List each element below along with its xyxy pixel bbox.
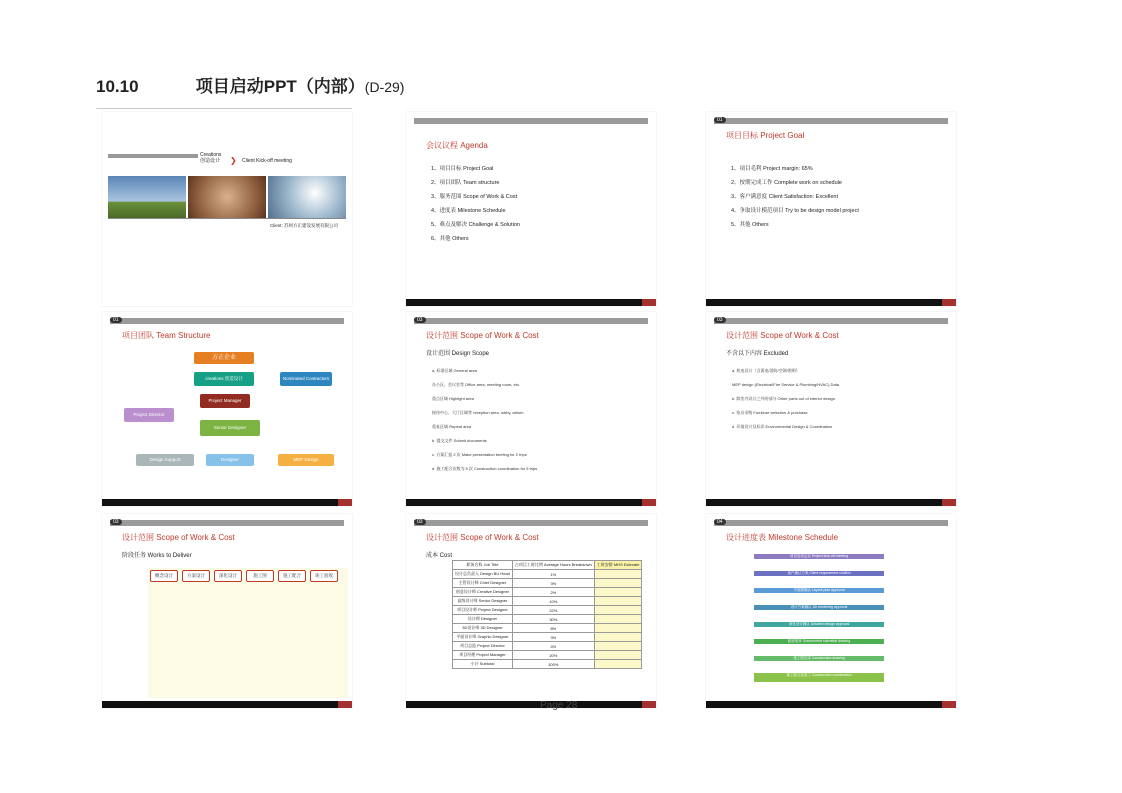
page-number: Page 28 [540,700,578,711]
slide-agenda [406,112,656,306]
footer-accent [338,499,352,506]
cell: 30% [512,615,594,624]
slide-title: 设计范围 Scope of Work & Cost [726,331,839,340]
cell: 平面设计师 Graphic Designer [453,633,513,642]
slide-team-structure [102,312,352,506]
footer-bar [706,701,956,708]
brand-name: Creations [200,152,222,158]
section-tag: 03 [110,519,122,525]
slide-subtitle: 设计范围 Design Scope [426,351,490,357]
milestone-bar: 施工配合及竣工 Construction coordination [754,673,884,682]
section-title: 项目启动PPT（内部） [195,77,365,96]
cell: 3% [512,633,594,642]
table-row [453,579,642,588]
slide-title: 项目目标 Project Goal [726,131,805,140]
top-bar [110,318,344,324]
section-tag: 04 [714,519,726,525]
table-row [453,570,642,579]
milestone-bar: 政府报审 Government submittal drawing [754,639,884,644]
list-item: 重复区域 Repeat area [432,424,472,429]
slide-subtitle: 成本 Cost [426,553,453,559]
list-item: d. 环境设计及标识 Environmental Design & Coordination [732,424,833,429]
stage-box: 深化设计 [214,570,242,582]
heading-divider [96,108,352,109]
cell: 3D设计师 3D Designer [453,624,513,633]
slide-title: 项目团队 Team Structure [122,331,211,340]
cover-event: Client Kick-off meeting [242,158,292,164]
list-item: 5、难点及解决 Challenge & Solution [431,222,520,228]
list-item: 4、争取设计模范项目 Try to be design model project [731,208,859,214]
section-tag: 01 [110,317,122,323]
list-item: b. 除室内设计之外的部分 Other parts out of interior design [732,396,835,401]
cover-brand [200,152,221,164]
list-item: 办公区、会议室等 Office area, meeting room, etc. [432,382,520,387]
stage-box: 施工图 [246,570,274,582]
slide-cost [406,514,656,708]
section-tag: 01 [714,117,726,123]
slide-design-scope [406,312,656,506]
sky-field-image [108,176,186,218]
hands-image [188,176,266,218]
list-item: 5、其他 Others [731,222,769,228]
milestone-bar: 客户确认方案 Client requirement confirm [754,571,884,576]
section-code: (D-29) [364,79,405,95]
designer-box: Designer [206,454,254,466]
cell: 1% [512,570,594,579]
footer-accent [642,299,656,306]
cell: 项目设计师 Project Designer [453,606,513,615]
list-item: 4、进度表 Milestone Schedule [431,208,506,214]
list-item: b. 提交文件 Submit documents [432,438,487,443]
cell [594,579,642,588]
footer-accent [642,701,656,708]
stage-box: 施工配合 [278,570,306,582]
slide-title: 设计范围 Scope of Work & Cost [426,533,539,542]
milestone-bar: 项目启动会议 Project kick-off meeting [754,554,884,559]
slide-title: 设计范围 Scope of Work & Cost [122,533,235,542]
lightbulb-image [268,176,346,218]
top-bar [414,318,648,324]
cell: 设计师 Designer [453,615,513,624]
cell [594,633,642,642]
top-bar [714,118,948,124]
section-tag: 03 [414,317,426,323]
stage-box: 概念设计 [150,570,178,582]
list-item: 3、服务范围 Scope of Work & Cost [431,194,518,200]
cell [594,615,642,624]
list-item: 1、项目目标 Project Goal [431,166,494,172]
slide-project-goal [706,112,956,306]
table-row [453,606,642,615]
table-row [453,651,642,660]
milestone-bar: 施工图完成 Construction drawing [754,656,884,661]
cell: 高级设计师 Senior Designer [453,597,513,606]
table-row [453,597,642,606]
cover-bar [108,154,198,158]
cell: 创意设计师 Creative Designer [453,588,513,597]
cell: 项目总监 Project Director [453,642,513,651]
pd-box: Project Director [124,408,174,422]
cell: 10% [512,597,594,606]
top-bar [110,520,344,526]
footer-bar [102,701,352,708]
table-row [453,588,642,597]
table-row [453,615,642,624]
cell [594,606,642,615]
stage-box: 方案设计 [182,570,210,582]
slide-title: 会议议程 Agenda [426,141,488,150]
list-item: 1、项目毛利 Project margin: 65% [731,166,813,172]
footer-bar [706,499,956,506]
top-bar [414,520,648,526]
cell [594,597,642,606]
footer-accent [942,701,956,708]
cell: 设计总负责人 Design BU Head [453,570,513,579]
cell: 100% [512,660,594,669]
list-item: MEP design (Electrical/Fire Service & Plumbing/HVAC) Data [732,382,839,387]
deliver-panel [148,568,348,698]
table-row [453,624,642,633]
top-bar [714,318,948,324]
cell: 3% [512,579,594,588]
goal-list [731,162,859,232]
list-item: 接待中心、大厅区域等 reception area, lobby, atrium [432,410,524,415]
table-row [453,660,642,669]
cell: 20% [512,651,594,660]
list-item: 3、客户满意度 Client Satisfaction: Excellent [731,194,838,200]
table-row [453,633,642,642]
list-item: c. 方案汇报 2 次 Make presentation briefing for 2 trips [432,452,527,457]
footer-bar [406,299,656,306]
section-tag: 03 [714,317,726,323]
cell: 主管设计师 Chief Designer [453,579,513,588]
footer-bar [406,499,656,506]
slide-works-to-deliver [102,514,352,708]
cell: 项目经理 Project Manager [453,651,513,660]
list-item: 2、按期完成工作 Complete work on schedule [731,180,842,186]
cell: 4% [512,642,594,651]
top-bar [714,520,948,526]
footer-bar [706,299,956,306]
slide-milestone [706,514,956,708]
cell [594,570,642,579]
chevron-icon: ❯ [230,156,237,165]
list-item: 2、项目团队 Team structure [431,180,500,186]
cell: 8% [512,624,594,633]
cell: 22% [512,606,594,615]
cell [594,588,642,597]
col-header: 职务名称 Job Title [453,561,513,570]
cell [594,651,642,660]
cell [594,624,642,633]
list-item: 6、其他 Others [431,236,469,242]
milestone-bar: 设计方案确认 3D rendering approval [754,605,884,610]
list-item: a. 标准区域 General area [432,368,477,373]
scope-lines [432,364,537,476]
col-header: 工时安排 MHS Estimate [594,561,642,570]
slide-title: 设计范围 Scope of Work & Cost [426,331,539,340]
section-tag: 03 [414,519,426,525]
cell [594,660,642,669]
footer-accent [942,499,956,506]
milestone-bar: 平面图确认 Layout plan approval [754,588,884,593]
list-item: a. 机电设计（含弱电/消防/空调/照明） [732,368,800,373]
list-item: 重点区域 Highlight area [432,396,474,401]
cell [594,642,642,651]
milestone-bar: 深化设计确认 Detailed design approval [754,622,884,627]
footer-bar [102,499,352,506]
excluded-lines [732,364,839,434]
sd-box: Senior Designer [200,420,260,436]
cover-client: Client: 苏州方正建设发展有限公司 [270,223,339,228]
cost-table [452,560,642,669]
slide-subtitle: 不含以下内容 Excluded [726,351,789,357]
footer-accent [642,499,656,506]
slide-cover [102,112,352,306]
cover-rule [108,218,346,219]
section-number: 10.10 [96,77,139,96]
cell: 2% [512,588,594,597]
table-header [453,561,642,570]
footer-bar [406,701,656,708]
top-bar [414,118,648,124]
footer-accent [942,299,956,306]
design-support-box: Design Support [136,454,194,466]
brand-sub: 创造设计 [200,158,221,164]
mep-box: MEP Design [278,454,334,466]
contractor-box: Nominated Contractors [280,372,332,386]
pm-box: Project Manager [200,394,250,408]
col-header: 占项目工时比例 Average Hours Breakdown [512,561,594,570]
cell: 小计 Subtotal [453,660,513,669]
client-box: 方正企业 [194,352,254,364]
creations-box: creations 创造设计 [194,372,254,386]
stage-box: 竣工验收 [310,570,338,582]
list-item: c. 家具采购 Furniture selection & purchase [732,410,808,415]
agenda-list [431,162,520,246]
table-row [453,642,642,651]
section-heading [96,72,404,97]
slide-subtitle: 阶段任务 Works to Deliver [122,553,192,559]
footer-accent [338,701,352,708]
slide-excluded [706,312,956,506]
list-item: d. 施工配合次数为 5 次 Construction coordination for 5 trips [432,466,538,471]
slide-title: 设计进度表 Milestone Schedule [726,533,839,542]
